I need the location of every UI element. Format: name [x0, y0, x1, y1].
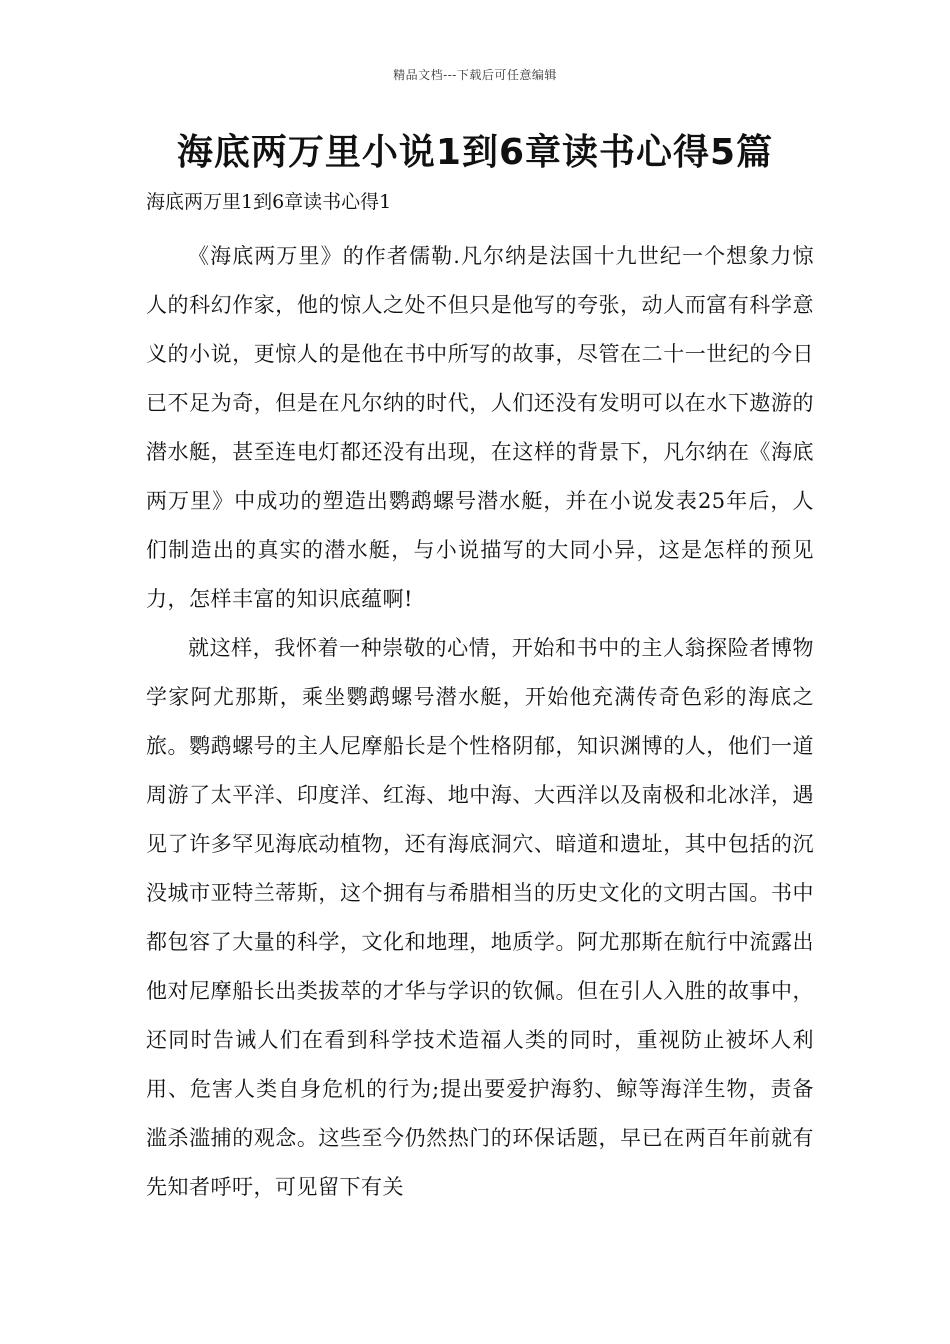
document-body [146, 232, 814, 1212]
body-paragraph-2: 就这样，我怀着一种崇敬的心情，开始和书中的主人翁探险者博物学家阿尤那斯，乘坐鹦鹉螺号潜水艇，开始他充满传奇色彩的海底之旅。鹦鹉螺号的主人尼摩船长是个性格阴郁，知识渊博的人，他们一道周游了太平洋、印度洋、红海、地中海、大西洋以及南极和北冰洋，遇见了许多罕见海底动植物，还有海底洞穴、暗道和遗址，其中包括的沉没城市亚特兰蒂斯，这个拥有与希腊相当的历史文化的文明古国。书中都包容了大量的科学，文化和地理，地质学。阿尤那斯在航行中流露出他对尼摩船长出类拔萃的才华与学识的钦佩。但在引人入胜的故事中，还同时告诫人们在看到科学技术造福人类的同时，重视防止被坏人利用、危害人类自身危机的行为;提出要爱护海豹、鲸等海洋生物，责备滥杀滥捕的观念。这些至今仍然热门的环保话题，早已在两百年前就有先知者呼吁，可见留下有关 [146, 636, 814, 1199]
header-note: 精品文档---下载后可任意编辑 [393, 68, 557, 82]
document-title: 海底两万里小说1到6章读书心得5篇 [176, 132, 774, 173]
section-subtitle: 海底两万里1到6章读书心得1 [146, 191, 392, 213]
body-paragraph-1: 《海底两万里》的作者儒勒.凡尔纳是法国十九世纪一个想象力惊人的科幻作家，他的惊人之处不但只是他写的夸张，动人而富有科学意义的小说，更惊人的是他在书中所写的故事，尽管在二十一世纪的今日已不足为奇，但是在凡尔纳的时代，人们还没有发明可以在水下遨游的潜水艇，甚至连电灯都还没有出现，在这样的背景下，凡尔纳在《海底两万里》中成功的塑造出鹦鹉螺号潜水艇，并在小说发表25年后，人们制造出的真实的潜水艇，与小说描写的大同小异，这是怎样的预见力，怎样丰富的知识底蕴啊! [146, 244, 814, 611]
